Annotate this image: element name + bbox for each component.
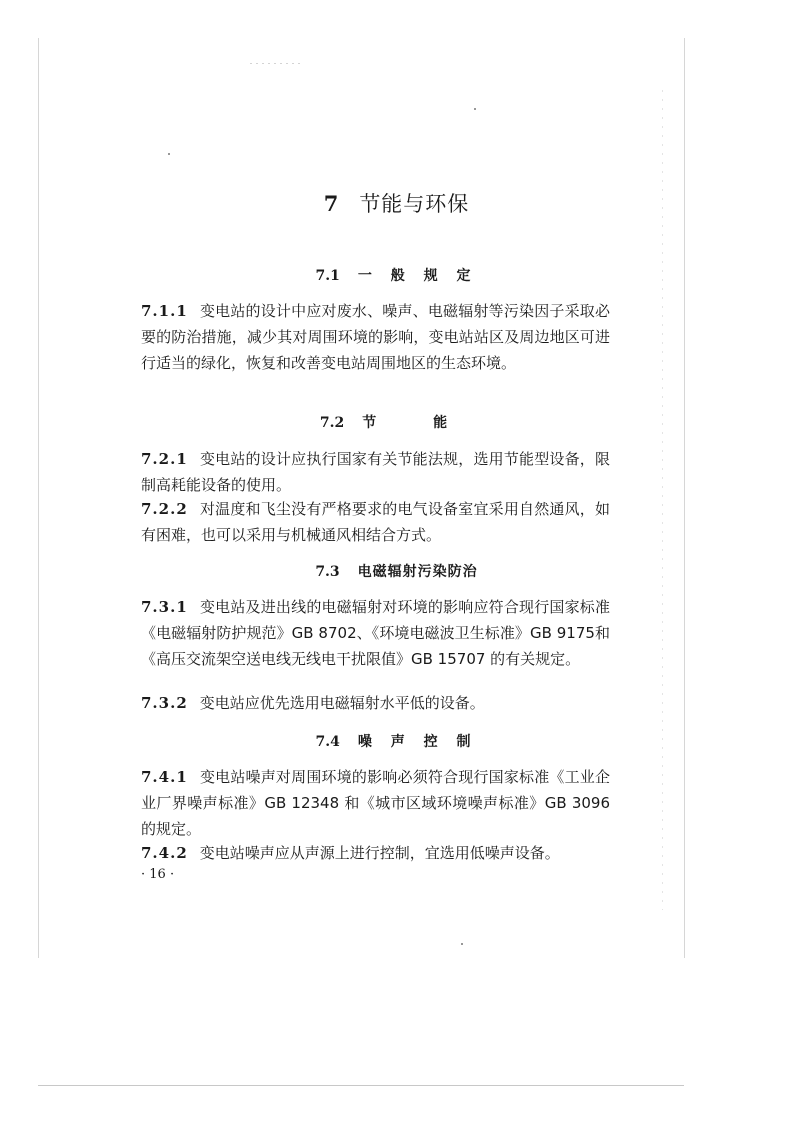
scan-speck — [168, 153, 170, 155]
section-number: 7.4 — [315, 734, 340, 750]
scan-border-left — [38, 38, 39, 958]
clause-number: 7.2.1 — [141, 450, 188, 468]
scan-noise-top — [250, 63, 300, 64]
clause-number: 7.2.2 — [141, 500, 188, 518]
section-heading — [0, 731, 793, 751]
section-title: 噪 声 控 制 — [357, 734, 478, 750]
section-heading — [0, 412, 793, 432]
clause-number: 7.4.2 — [141, 844, 188, 862]
clause-number: 7.3.1 — [141, 598, 188, 616]
clause-text: 变电站噪声应从声源上进行控制，宜选用低噪声设备。 — [199, 844, 560, 862]
clause-text: 变电站及进出线的电磁辐射对环境的影响应符合现行国家标准《电磁辐射防护规范》GB 8702、《环境电磁波卫生标准》GB 9175和《高压交流架空送电线无线电干扰限值》GB 15707 的有关规定。 — [141, 598, 610, 668]
clause-text: 变电站噪声对周围环境的影响必须符合现行国家标准《工业企业厂界噪声标准》GB 12348 和《城市区域环境噪声标准》GB 3096的规定。 — [141, 768, 610, 838]
chapter-title-text: 节能与环保 — [359, 192, 470, 216]
section-heading — [0, 265, 793, 285]
clause-text: 变电站应优先选用电磁辐射水平低的设备。 — [199, 694, 485, 712]
scan-border-right — [684, 38, 685, 958]
clause-paragraph — [141, 840, 610, 866]
clause-paragraph — [141, 594, 610, 672]
clause-number: 7.3.2 — [141, 694, 188, 712]
clause-number: 7.4.1 — [141, 768, 188, 786]
section-number: 7.2 — [319, 415, 345, 431]
section-title: 电磁辐射污染防治 — [357, 564, 478, 580]
clause-text: 变电站的设计应执行国家有关节能法规，选用节能型设备，限制高耗能设备的使用。 — [141, 450, 610, 494]
section-number: 7.3 — [315, 564, 340, 580]
scan-border-bottom — [38, 1085, 684, 1086]
clause-text: 对温度和飞尘没有严格要求的电气设备室宜采用自然通风，如有困难，也可以采用与机械通风相结合方式。 — [141, 500, 610, 544]
section-heading — [0, 561, 793, 581]
section-title: 一 般 规 定 — [357, 268, 478, 284]
clause-number: 7.1.1 — [141, 302, 188, 320]
clause-paragraph — [141, 496, 610, 548]
scan-speck — [461, 943, 463, 945]
clause-paragraph — [141, 764, 610, 842]
clause-paragraph — [141, 690, 610, 716]
chapter-number: 7 — [323, 191, 340, 216]
clause-paragraph — [141, 446, 610, 498]
scan-speck — [474, 108, 476, 110]
chapter-title — [0, 188, 793, 218]
section-title: 节 能 — [362, 415, 474, 431]
clause-paragraph — [141, 298, 610, 376]
section-number: 7.1 — [315, 268, 340, 284]
page-number: · 16 · — [141, 867, 175, 882]
clause-text: 变电站的设计中应对废水、噪声、电磁辐射等污染因子采取必要的防治措施，减少其对周围环境的影响，变电站站区及周边地区可进行适当的绿化，恢复和改善变电站周围地区的生态环境。 — [141, 302, 610, 372]
